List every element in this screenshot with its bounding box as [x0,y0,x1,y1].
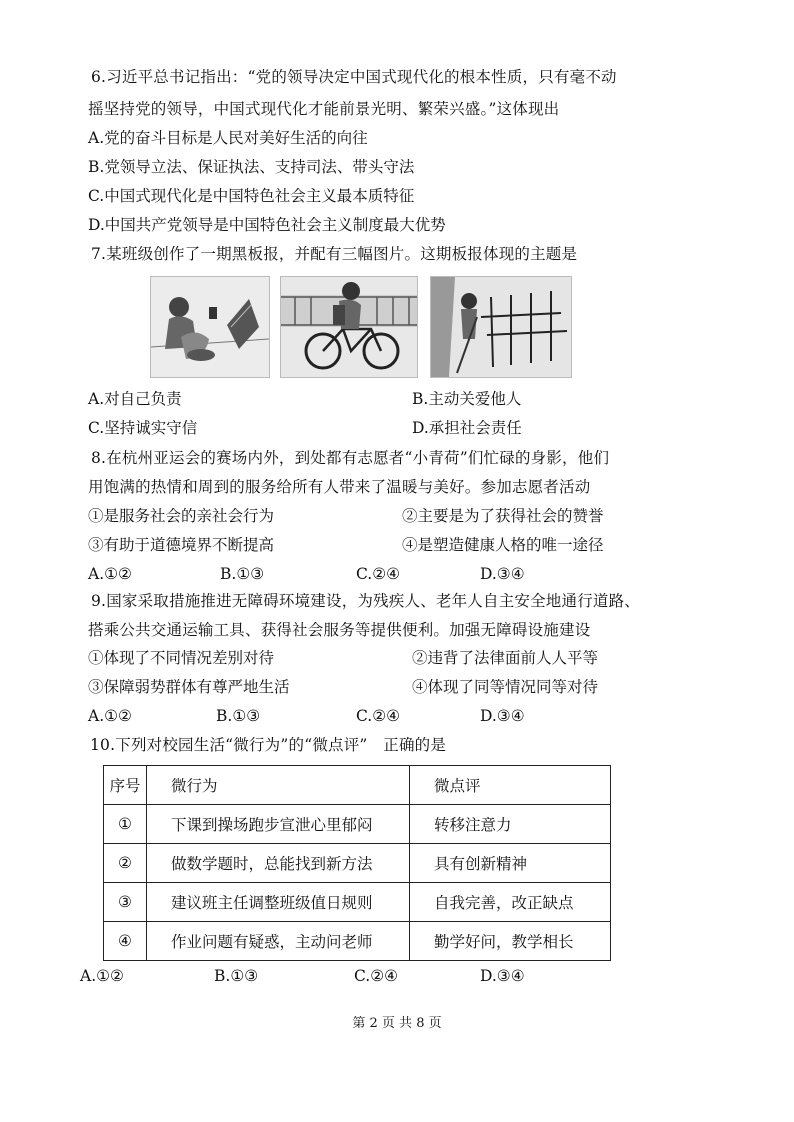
q9-statement-2: ②违背了法律面前人人平等 [412,649,599,667]
q8-statement-3: ③有助于道德境界不断提高 [88,536,275,554]
q6-option-d: D.中国共产党领导是中国特色社会主义制度最大优势 [88,216,446,234]
table-header-row [104,766,611,805]
q9-option-b: B.①③ [216,707,261,725]
q9-statement-1: ①体现了不同情况差别对待 [88,649,275,667]
q7-option-c: C.坚持诚实守信 [88,419,198,437]
table-header-cell: 微点评 [410,766,611,805]
q9-option-a: A.①② [88,707,132,725]
q10-option-c: C.②④ [354,967,399,985]
q8-stem-line1: 8.在杭州亚运会的赛场内外，到处都有志愿者“小青荷”们忙碌的身影，他们 [91,449,610,467]
q8-option-d: D.③④ [480,565,525,583]
table-cell: 转移注意力 [410,805,611,844]
page-footer: 第 2 页 共 8 页 [352,1016,442,1031]
q9-stem-line1: 9.国家采取措施推进无障碍环境建设，为残疾人、老年人自主安全地通行道路、 [91,592,640,610]
table-cell: 作业问题有疑惑，主动问老师 [147,922,410,961]
table-cell: ② [104,844,147,883]
q7-picture-3 [430,276,572,378]
q10-option-a: A.①② [80,967,124,985]
table-cell: 做数学题时，总能找到新方法 [147,844,410,883]
q7-pictures [150,276,590,382]
q9-stem-line2: 搭乘公共交通运输工具、获得社会服务等提供便利。加强无障碍设施建设 [88,621,591,639]
q8-statement-4: ④是塑造健康人格的唯一途径 [402,536,604,554]
table-header-cell: 微行为 [147,766,410,805]
q9-statement-4: ④体现了同等情况同等对待 [412,678,599,696]
table-cell: 建议班主任调整班级值日规则 [147,883,410,922]
q7-picture-1 [150,276,270,378]
q6-option-a: A.党的奋斗目标是人民对美好生活的向往 [88,129,368,147]
table-cell: 下课到操场跑步宣泄心里郁闷 [147,805,410,844]
table-cell: 具有创新精神 [410,844,611,883]
q8-statement-2: ②主要是为了获得社会的赞誉 [402,507,604,525]
q9-statement-3: ③保障弱势群体有尊严地生活 [88,678,290,696]
q6-option-c: C.中国式现代化是中国特色社会主义最本质特征 [88,187,415,205]
q7-option-b: B.主动关爱他人 [412,390,522,408]
q10-option-d: D.③④ [480,967,525,985]
q6-stem-line2: 摇坚持党的领导，中国式现代化才能前景光明、繁荣兴盛。”这体现出 [88,100,560,118]
q6-option-b: B.党领导立法、保证执法、支持司法、带头守法 [88,158,415,176]
table-cell: ① [104,805,147,844]
table-row [104,844,611,883]
q7-option-d: D.承担社会责任 [412,419,522,437]
q8-option-b: B.①③ [220,565,265,583]
q9-option-d: D.③④ [480,707,525,725]
table-row [104,805,611,844]
q10-table [103,765,611,961]
q7-stem: 7.某班级创作了一期黑板报，并配有三幅图片。这期板报体现的主题是 [91,245,578,263]
q7-option-a: A.对自己负责 [88,390,182,408]
q8-option-a: A.①② [88,565,132,583]
table-cell: 自我完善，改正缺点 [410,883,611,922]
q10-option-b: B.①③ [214,967,259,985]
table-row [104,922,611,961]
table-cell: ③ [104,883,147,922]
q8-option-c: C.②④ [356,565,401,583]
table-header-cell: 序号 [104,766,147,805]
q10-stem: 10.下列对校园生活“微行为”的“微点评” 正确的是 [90,736,447,754]
table-cell: ④ [104,922,147,961]
q6-stem-line1: 6.习近平总书记指出：“党的领导决定中国式现代化的根本性质，只有毫不动 [91,68,617,86]
q8-stem-line2: 用饱满的热情和周到的服务给所有人带来了温暖与美好。参加志愿者活动 [88,478,591,496]
table-cell: 勤学好问，教学相长 [410,922,611,961]
q8-statement-1: ①是服务社会的亲社会行为 [88,507,275,525]
q9-option-c: C.②④ [356,707,401,725]
q7-picture-2 [280,276,418,378]
table-row [104,883,611,922]
